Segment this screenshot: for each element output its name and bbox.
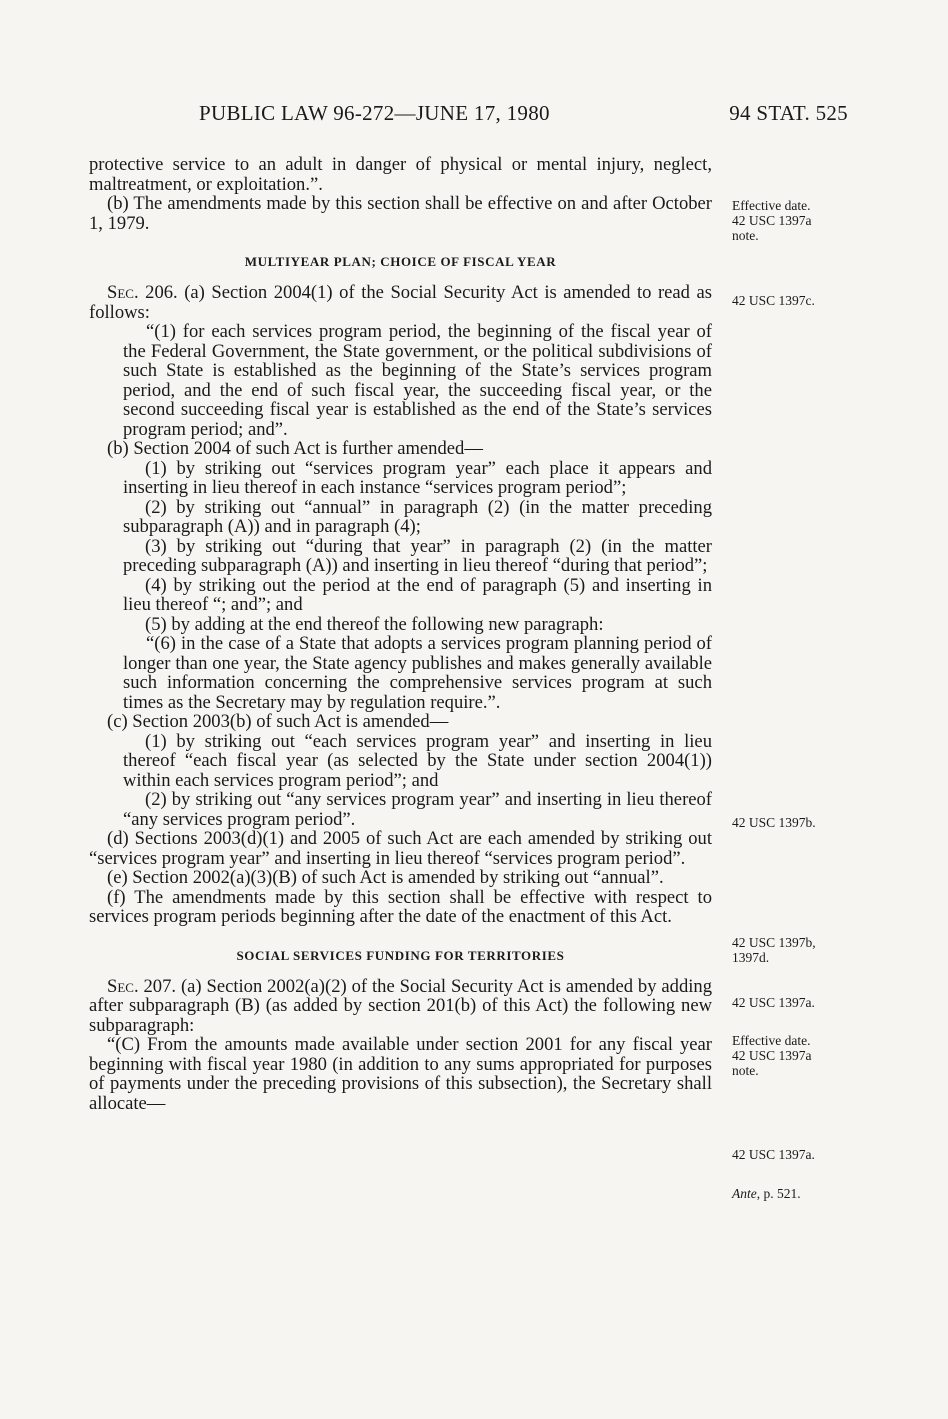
section-label: Sec. — [107, 282, 139, 303]
paragraph: protective service to an adult in danger of physical or mental injury, neglect, maltreatment, or exploitation.”. — [89, 154, 712, 195]
margin-line: Effective date. — [732, 198, 811, 213]
paragraph: (b) The amendments made by this section shall be effective on and after October 1, 1979. — [89, 193, 712, 234]
statute-page-number: 94 STAT. 525 — [729, 101, 848, 125]
margin-line: 1397d. — [732, 950, 770, 965]
list-item: (4) by striking out the period at the end of paragraph (5) and inserting in lieu thereof “; and”; and — [123, 574, 712, 615]
margin-line: 42 USC 1397c. — [732, 293, 815, 308]
paragraph-text: 206. (a) Section 2004(1) of the Social Security Act is amended to read as follows: — [89, 282, 712, 323]
list-item: (1) by striking out “each services program year” and inserting in lieu thereof “each fiscal year (as selected by the State under section 2004(1)) within each services program period”; and — [123, 730, 712, 791]
margin-line: , p. 521. — [756, 1186, 801, 1201]
margin-note — [732, 935, 852, 965]
list-item: (1) by striking out “services program year” each place it appears and inserting in lieu thereof in each instance “services program period”; — [123, 457, 712, 498]
margin-note — [732, 815, 852, 830]
list-item: (5) by adding at the end thereof the following new paragraph: — [145, 613, 604, 635]
list-item: (2) by striking out “annual” in paragraph (2) (in the matter preceding subparagraph (A)) and in paragraph (4); — [123, 496, 712, 537]
list-item: (2) by striking out “any services program year” and inserting in lieu thereof “any services program period”. — [123, 789, 712, 830]
paragraph: (b) Section 2004 of such Act is further amended— — [107, 438, 483, 459]
margin-line: 42 USC 1397b, — [732, 935, 816, 950]
paragraph: (d) Sections 2003(d)(1) and 2005 of such Act are each amended by striking out “services program year” and inserting in lieu thereof “services program period”. — [89, 828, 712, 869]
running-title: PUBLIC LAW 96-272—JUNE 17, 1980 — [199, 101, 550, 125]
paragraph: (e) Section 2002(a)(3)(B) of such Act is amended by striking out “annual”. — [107, 867, 664, 888]
paragraph — [89, 283, 712, 322]
section-heading: MULTIYEAR PLAN; CHOICE OF FISCAL YEAR — [244, 254, 557, 269]
margin-line: 42 USC 1397a — [732, 213, 812, 228]
paragraph: “(C) From the amounts made available under section 2001 for any fiscal year beginning with fiscal year 1980 (in addition to any sums appropriated for purposes of payments under the preceding provisions of this subsection), the Secretary shall allocate— — [89, 1034, 712, 1114]
margin-italic: Ante — [732, 1186, 757, 1201]
body-text — [89, 155, 712, 1113]
margin-note — [732, 995, 852, 1010]
paragraph-text: 207. (a) Section 2002(a)(2) of the Social Security Act is amended by adding after subparagraph (B) (as added by section 201(b) of this Act) the following new subparagraph: — [89, 975, 712, 1036]
margin-note — [732, 198, 852, 243]
margin-note — [732, 1033, 852, 1078]
page-header — [0, 101, 948, 131]
quoted-paragraph: “(1) for each services program period, the beginning of the fiscal year of the Federal Government, the State government, or the political subdivisions of such State is established as the beginning of the State’s services program period, and the end of such fiscal year, the succeeding fiscal year, or the second succeeding fiscal year is established as the end of the State’s services program period; and”. — [123, 321, 712, 440]
margin-line: 42 USC 1397a. — [732, 995, 815, 1010]
paragraph: (c) Section 2003(b) of such Act is amended— — [107, 711, 449, 732]
margin-note — [732, 1186, 852, 1201]
margin-line: 42 USC 1397a — [732, 1048, 812, 1063]
margin-note — [732, 293, 852, 308]
margin-line: 42 USC 1397a. — [732, 1147, 815, 1162]
margin-line: note. — [732, 1063, 759, 1078]
paragraph — [89, 977, 712, 1036]
margin-line: 42 USC 1397b. — [732, 815, 816, 830]
paragraph: (f) The amendments made by this section shall be effective with respect to services program periods beginning after the date of the enactment of this Act. — [89, 886, 712, 927]
quoted-paragraph: “(6) in the case of a State that adopts a services program planning period of longer than one year, the State agency publishes and makes generally available such information concerning the comprehensive services program at such times as the Secretary may by regulation require.”. — [123, 633, 712, 713]
margin-line: note. — [732, 228, 759, 243]
margin-note — [732, 1147, 852, 1162]
section-heading: SOCIAL SERVICES FUNDING FOR TERRITORIES — [236, 947, 565, 963]
section-label: Sec. — [107, 975, 139, 997]
margin-line: Effective date. — [732, 1033, 811, 1048]
list-item: (3) by striking out “during that year” in paragraph (2) (in the matter preceding subparagraph (A)) and inserting in lieu thereof “during that period”; — [123, 535, 712, 576]
